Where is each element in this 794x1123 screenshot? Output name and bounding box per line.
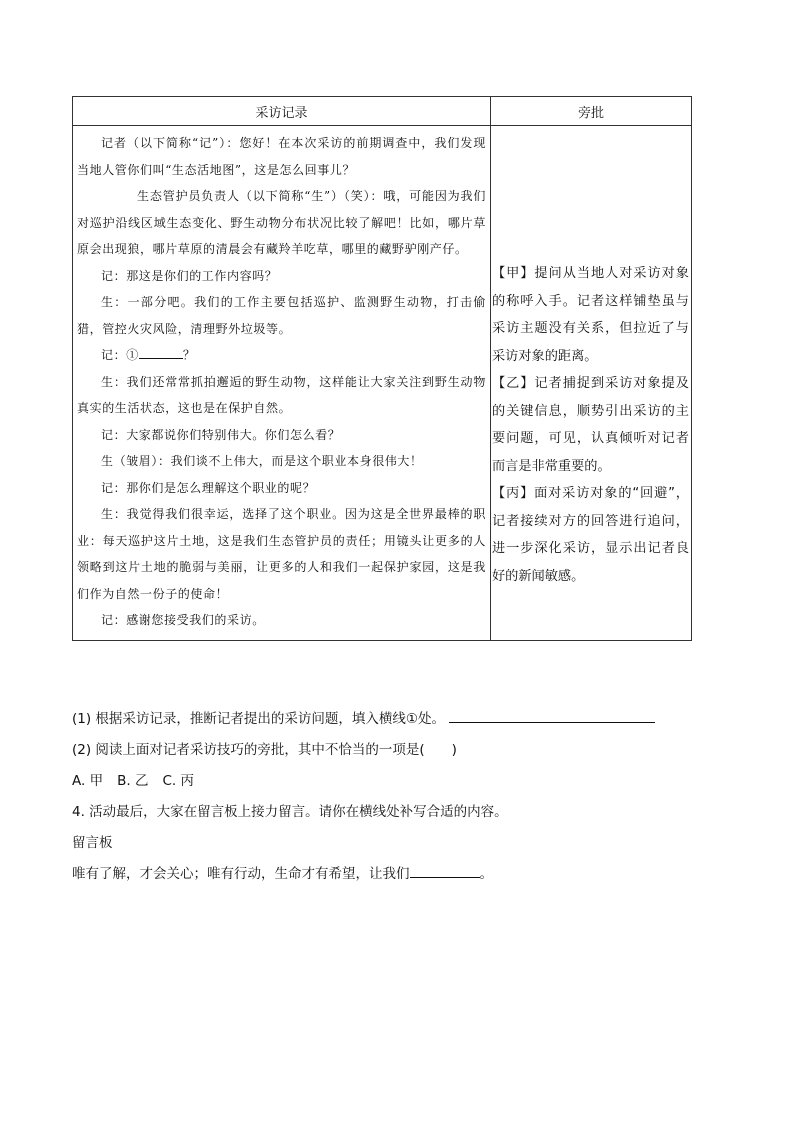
question-1-text: (1) 根据采访记录，推断记者提出的采访问题，填入横线①处。 [72,711,446,727]
side-notes-cell [491,126,692,641]
option-c[interactable]: C. 丙 [162,773,194,789]
message-board-end: 。 [479,866,493,882]
message-board-text: 唯有了解，才会关心；唯有行动，生命才有希望，让我们 [72,866,410,882]
question-mark: ？ [182,348,196,362]
note-yi: 【乙】记者捕捉到采访对象提及的关键信息，顺势引出采访的主要问题，可见，认真倾听对记者而言是非常重要的。 [492,376,689,474]
question-2-options [72,768,712,799]
record-line: 记：① [101,348,139,362]
record-line: 生：我们还常常抓拍邂逅的野生动物，这样能让大家关注到野生动物真实的生活状态，这也是在保护自然。 [77,374,486,415]
message-board-line [72,861,712,892]
record-line: 记：那这是你们的工作内容吗？ [101,268,278,283]
header-interview-record: 采访记录 [73,97,491,126]
header-side-notes: 旁批 [491,97,692,126]
side-notes [491,126,691,590]
record-line: 生：一部分吧。我们的工作主要包括巡护、监测野生动物，打击偷猎，管控火灾风险，清理野外垃圾等。 [77,295,486,336]
question-2: (2) 阅读上面对记者采访技巧的旁批，其中不恰当的一项是( ) [72,742,457,758]
answer-line-1[interactable] [449,706,655,723]
option-b[interactable]: B. 乙 [117,773,149,789]
question-4: 4. 活动最后，大家在留言板上接力留言。请你在横线处补写合适的内容。 [72,804,508,820]
option-a[interactable]: A. 甲 [72,773,104,789]
record-line: 记：感谢您接受我们的采访。 [101,613,265,627]
interview-record-cell [73,126,491,641]
record-line: 记：那你们是怎么理解这个职业的呢？ [101,480,316,495]
interview-table [72,96,692,641]
record-line: 生（皱眉）：我们谈不上伟大，而是这个职业本身很伟大！ [101,454,423,468]
interview-record [73,126,490,640]
blank-1[interactable] [139,344,183,359]
message-board-title: 留言板 [72,835,113,851]
question-1 [72,706,712,737]
note-bing: 【丙】面对采访对象的“回避”，记者接续对方的回答进行追问，进一步深化采访，显示出记者良好的新闻敏感。 [492,486,689,584]
record-line: 生态管护员负责人（以下简称“生”）（笑）：哦，可能因为我们对巡护沿线区域生态变化、野生动物分布状况比较了解吧！比如，哪片草原会出现狼，哪片草原的清晨会有藏羚羊吃草，哪里的藏野驴刚产仔。 [77,189,486,256]
record-line-blank [77,342,486,369]
record-line: 记者（以下简称“记”）：您好！在本次采访的前期调查中，我们发现当地人管你们叫“生态活地图”，这是怎么回事儿？ [77,136,486,177]
questions [72,706,712,892]
note-jia: 【甲】提问从当地人对采访对象的称呼入手。记者这样铺垫虽与采访主题没有关系，但拉近了与采访对象的距离。 [492,266,689,364]
record-line: 生：我觉得我们很幸运，选择了这个职业。因为这是全世界最棒的职业：每天巡护这片土地，这是我们生态管护员的责任；用镜头让更多的人领略到这片土地的脆弱与美丽，让更多的人和我们一起保护家园，这是我们作为自然一份子的使命！ [77,507,486,601]
answer-line-4[interactable] [410,861,480,878]
record-line: 记：大家都说你们特别伟大。你们怎么看？ [101,427,341,442]
